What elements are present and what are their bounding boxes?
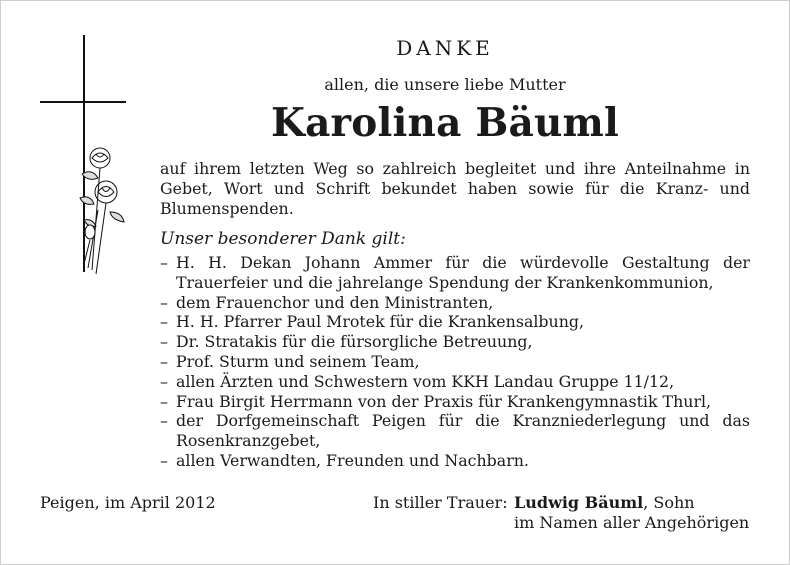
list-item-text: Dr. Stratakis für die fürsorgliche Betreuung,: [176, 332, 533, 352]
list-item-text: dem Frauenchor und den Ministranten,: [176, 292, 494, 312]
dash-bullet: –: [160, 292, 168, 312]
list-item: [160, 253, 750, 293]
list-item-text: Prof. Sturm und seinem Team,: [176, 351, 420, 371]
deceased-name: Karolina Bäuml: [270, 100, 620, 146]
list-item-text: H. H. Dekan Johann Ammer für die würdevolle Gestaltung der Trauerfeier und die jahrelange Spendung der Krankenkommunion,: [176, 253, 750, 292]
thanks-list: [160, 253, 750, 471]
cross-horizontal-beam: [40, 101, 126, 103]
list-item: [160, 411, 750, 451]
list-item: [160, 332, 750, 352]
dash-bullet: –: [160, 351, 168, 371]
dash-bullet: –: [160, 253, 168, 272]
list-item-text: allen Verwandten, Freunden und Nachbarn.: [176, 450, 529, 470]
rose-icon: [70, 140, 130, 280]
page-title: DANKE: [396, 36, 494, 60]
signer-note: im Namen aller Angehörigen: [514, 513, 750, 532]
dash-bullet: –: [160, 371, 168, 391]
dash-bullet: –: [160, 450, 168, 470]
thanks-heading: Unser besonderer Dank gilt:: [160, 229, 406, 249]
list-item-text: allen Ärzten und Schwestern vom KKH Landau Gruppe 11/12,: [176, 371, 675, 391]
subtitle: allen, die unsere liebe Mutter: [324, 75, 566, 94]
dash-bullet: –: [160, 312, 168, 332]
list-item: [160, 312, 750, 332]
list-item: [160, 372, 750, 392]
dash-bullet: –: [160, 332, 168, 352]
dash-bullet: –: [160, 391, 168, 411]
list-item-text: der Dorfgemeinschaft Peigen für die Kranzniederlegung und das Rosenkranzgebet,: [176, 411, 750, 451]
signer-relation: , Sohn: [643, 493, 695, 512]
list-item: [160, 352, 750, 372]
list-item: [160, 293, 750, 313]
list-item-text: H. H. Pfarrer Paul Mrotek für die Krankensalbung,: [176, 312, 585, 332]
list-item: [160, 451, 750, 471]
place-date: Peigen, im April 2012: [40, 493, 216, 512]
signature-block: [514, 493, 749, 533]
signer-line: [514, 493, 749, 513]
dash-bullet: –: [160, 411, 168, 431]
list-item: [160, 392, 750, 412]
signer-name: Ludwig Bäuml: [514, 493, 644, 512]
list-item-text: Frau Birgit Herrmann von der Praxis für Krankengymnastik Thurl,: [176, 391, 712, 411]
mourning-label: In stiller Trauer:: [373, 493, 508, 512]
intro-text: auf ihrem letzten Weg so zahlreich begleitet und ihre Anteilnahme in Gebet, Wort und Schrift bekundet haben sowie für die Kranz- und Blumenspenden.: [160, 159, 750, 218]
